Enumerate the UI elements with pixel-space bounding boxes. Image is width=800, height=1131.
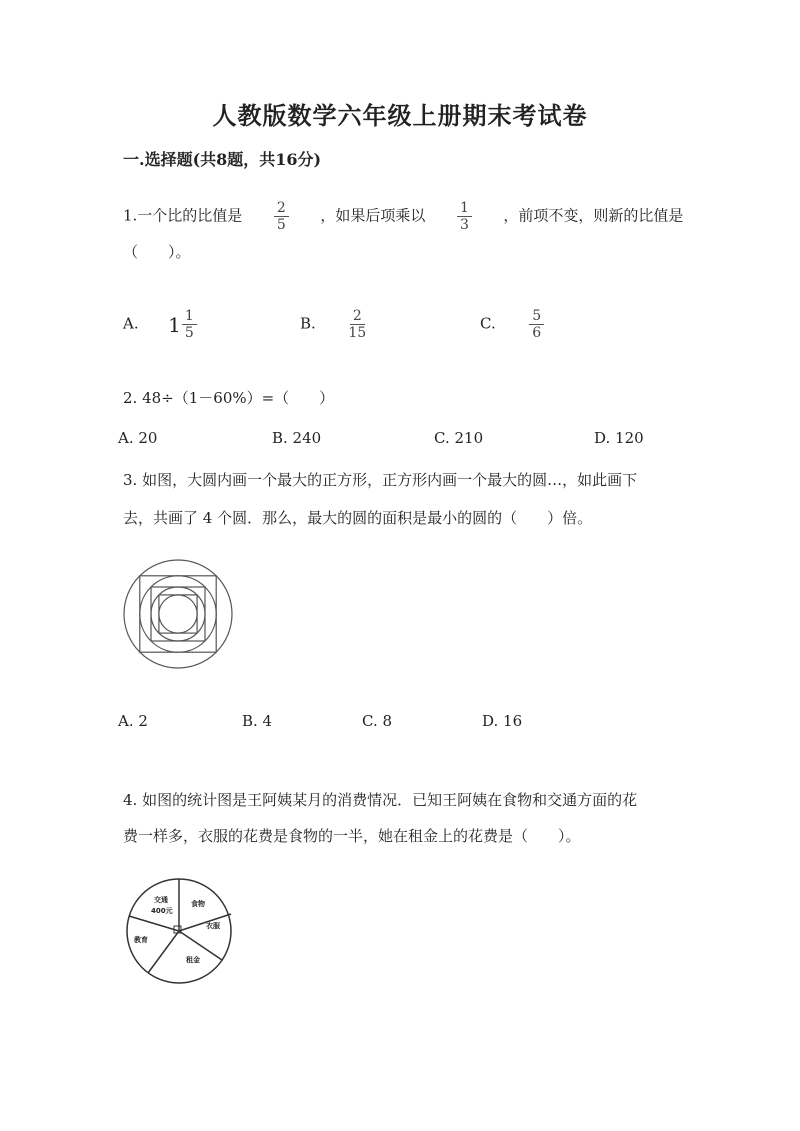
q1-line2: （ ）。: [123, 243, 191, 261]
q1-ratio-fraction: [274, 200, 289, 233]
q1-multiplier-fraction: [457, 200, 472, 233]
q1-option-b: [300, 308, 369, 341]
label-transport: 交通: [154, 896, 168, 904]
q1-suffix: ，前项不变，则新的比值是: [503, 206, 684, 225]
q1-option-a: [123, 308, 197, 341]
q2-option-c: C. 210: [434, 429, 484, 447]
option-whole: 1: [168, 312, 181, 337]
option-num: 1: [182, 308, 197, 325]
q1-ratio-num: 2: [274, 200, 289, 217]
expense-pie-chart: [122, 876, 238, 988]
option-den: 15: [348, 325, 367, 341]
divider-rent-education: [148, 931, 179, 973]
question-2: 2. 48÷（1－60%）=（ ）: [123, 389, 335, 407]
question-4-line1: 4. 如图的统计图是王阿姨某月的消费情况．已知王阿姨在食物和交通方面的花: [123, 791, 638, 809]
question-3-line2: 去，共画了 4 个圆．那么，最大的圆的面积是最小的圆的（ ）倍。: [123, 509, 593, 527]
divider-food-clothing: [179, 914, 231, 931]
option-den: 5: [184, 325, 194, 341]
option-label: B.: [300, 314, 316, 333]
option-den: 6: [532, 325, 542, 341]
page-title: 人教版数学六年级上册期末考试卷: [212, 101, 588, 130]
q1-mult-den: 3: [459, 217, 469, 233]
q3-option-c: C. 8: [362, 712, 393, 730]
label-education: 教育: [134, 936, 148, 944]
q1-prefix: 1.一个比的比值是: [123, 206, 243, 225]
q3-option-d: D. 16: [482, 712, 523, 730]
q3-option-b: B. 4: [242, 712, 273, 730]
innermost-circle: [159, 595, 197, 633]
question-3-line1: 3. 如图，大圆内画一个最大的正方形，正方形内画一个最大的圆…，如此画下: [123, 471, 638, 489]
option-label: C.: [480, 314, 496, 333]
label-transport-amount: 400元: [151, 907, 173, 915]
nested-circles-squares-figure: [120, 556, 236, 672]
section-heading: 一.选择题(共8题，共16分): [123, 150, 322, 169]
q2-option-d: D. 120: [594, 429, 644, 447]
q1-mult-num: 1: [457, 200, 472, 217]
q2-option-b: B. 240: [272, 429, 322, 447]
label-rent: 租金: [186, 956, 200, 964]
option-num: 5: [529, 308, 544, 325]
q1-ratio-den: 5: [276, 217, 286, 233]
question-4-line2: 费一样多，衣服的花费是食物的一半，她在租金上的花费是（ ）。: [123, 827, 581, 845]
q1-middle: ，如果后项乘以: [320, 206, 426, 225]
divider-education-transport: [129, 916, 179, 931]
label-food: 食物: [191, 900, 205, 908]
q1-option-c: [480, 308, 544, 341]
option-num: 2: [350, 308, 365, 325]
option-label: A.: [123, 314, 139, 333]
q2-option-a: A. 20: [118, 429, 158, 447]
q3-option-a: A. 2: [118, 712, 148, 730]
question-1: [123, 200, 683, 233]
label-clothing: 衣服: [206, 922, 220, 930]
